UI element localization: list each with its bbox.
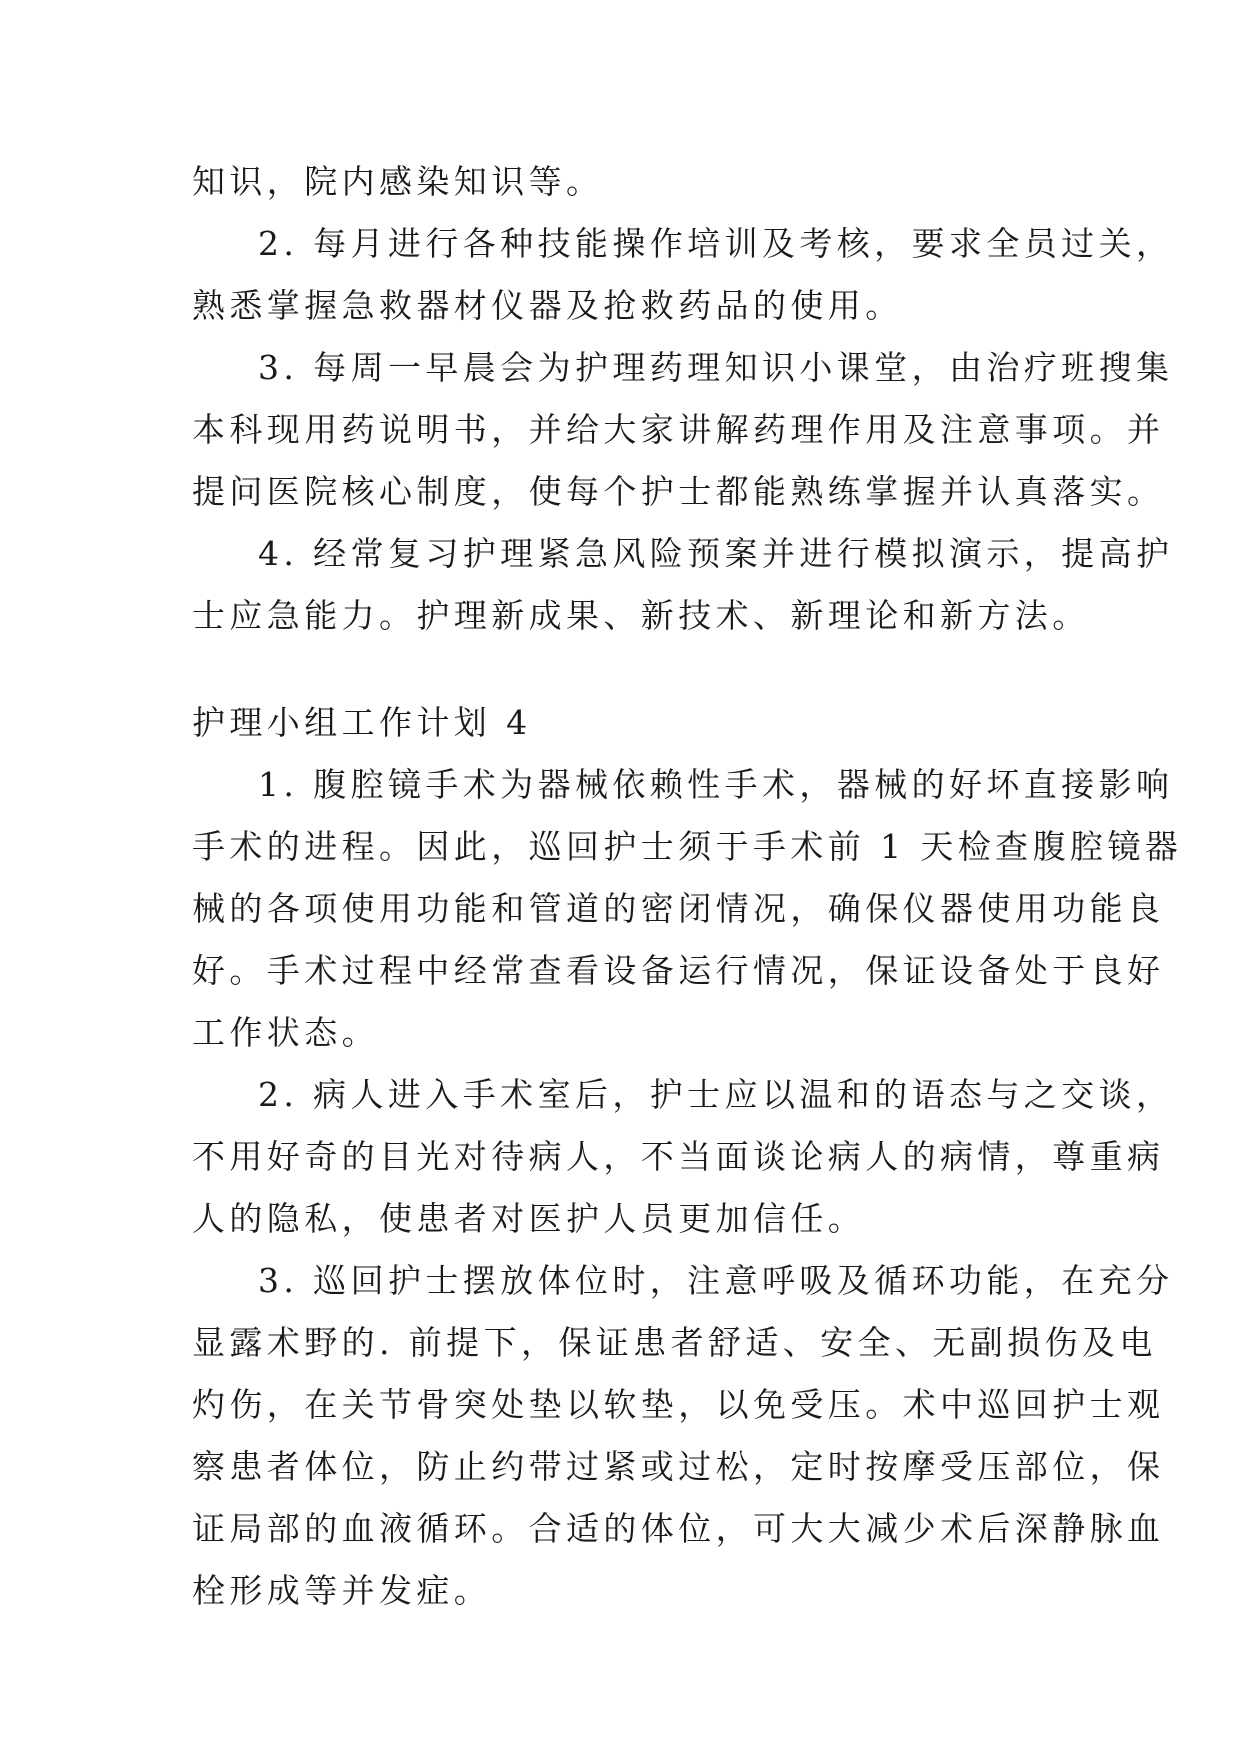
paragraph-line: 手术的进程。因此，巡回护士须于手术前 1 天检查腹腔镜器: [192, 827, 1183, 866]
list-item-line: 2. 病人进入手术室后，护士应以温和的语态与之交谈，: [258, 1075, 1174, 1114]
list-item-line: 2. 每月进行各种技能操作培训及考核，要求全员过关，: [258, 224, 1174, 263]
paragraph-line: 熟悉掌握急救器材仪器及抢救药品的使用。: [192, 286, 903, 325]
section-heading: 护理小组工作计划 4: [192, 703, 532, 742]
list-item-line: 3. 巡回护士摆放体位时，注意呼吸及循环功能，在充分: [258, 1261, 1174, 1300]
list-item-line: 3. 每周一早晨会为护理药理知识小课堂，由治疗班搜集: [258, 348, 1174, 387]
paragraph-line: 械的各项使用功能和管道的密闭情况，确保仪器使用功能良: [192, 889, 1165, 928]
paragraph-line: 栓形成等并发症。: [192, 1571, 492, 1610]
paragraph-line: 提问医院核心制度，使每个护士都能熟练掌握并认真落实。: [192, 472, 1165, 511]
paragraph-line: 工作状态。: [192, 1013, 379, 1052]
paragraph-line: 证局部的血液循环。合适的体位，可大大减少术后深静脉血: [192, 1509, 1165, 1548]
paragraph-line: 知识，院内感染知识等。: [192, 162, 604, 201]
paragraph-line: 显露术野的. 前提下，保证患者舒适、安全、无副损伤及电: [192, 1323, 1157, 1362]
paragraph-line: 士应急能力。护理新成果、新技术、新理论和新方法。: [192, 596, 1090, 635]
list-item-line: 4. 经常复习护理紧急风险预案并进行模拟演示，提高护: [258, 534, 1174, 573]
list-item-line: 1. 腹腔镜手术为器械依赖性手术，器械的好坏直接影响: [258, 765, 1174, 804]
paragraph-line: 灼伤，在关节骨突处垫以软垫，以免受压。术中巡回护士观: [192, 1385, 1165, 1424]
paragraph-line: 人的隐私，使患者对医护人员更加信任。: [192, 1199, 866, 1238]
paragraph-line: 察患者体位，防止约带过紧或过松，定时按摩受压部位，保: [192, 1447, 1165, 1486]
paragraph-line: 好。手术过程中经常查看设备运行情况，保证设备处于良好: [192, 951, 1165, 990]
paragraph-line: 不用好奇的目光对待病人，不当面谈论病人的病情，尊重病: [192, 1137, 1165, 1176]
paragraph-line: 本科现用药说明书，并给大家讲解药理作用及注意事项。并: [192, 410, 1165, 449]
